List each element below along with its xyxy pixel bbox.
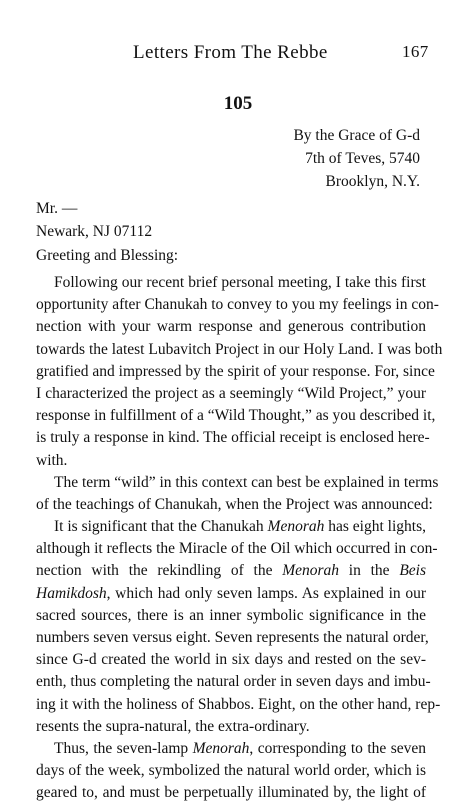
- body-line: [36, 738, 426, 760]
- recipient-name: Mr. —: [36, 200, 78, 217]
- body-line: [36, 583, 426, 605]
- text-run: nection with the rekindling of the: [36, 562, 283, 580]
- text-run: numbers seven versus eight. Seven represents the natural order,: [36, 629, 429, 646]
- body-line: [36, 671, 431, 693]
- text-run: sacred sources, there is an inner symbolic significance in the: [36, 606, 426, 624]
- body-line: [36, 383, 426, 405]
- body-line: [36, 316, 426, 338]
- italic-term: Hamikdosh: [36, 584, 107, 602]
- body-line: [36, 272, 426, 294]
- text-run: days of the week, symbolized the natural world order, which is: [36, 762, 426, 780]
- text-run: Following our recent brief personal meeting, I take this first: [54, 274, 426, 291]
- body-line: [36, 450, 426, 472]
- text-run: It is significant that the Chanukah: [54, 518, 268, 536]
- body-line: [36, 605, 426, 627]
- italic-term: Menorah: [267, 518, 325, 536]
- text-run: although it reflects the Miracle of the Oil which occurred in con-: [36, 540, 438, 558]
- body-line: [36, 472, 439, 494]
- text-run: of the teachings of Chanukah, when the Project was announced:: [36, 495, 433, 513]
- text-run: Thus, the seven-lamp: [54, 739, 193, 757]
- body-line: [36, 294, 439, 316]
- body-line: [36, 361, 435, 383]
- text-run: opportunity after Chanukah to convey to you my feelings in con-: [36, 296, 439, 314]
- text-run: ing it with the holiness of Shabbos. Eight, on the other hand, rep-: [36, 695, 441, 713]
- text-run: geared to, and must be perpetually illuminated by, the light of: [36, 784, 426, 802]
- book-title: Letters From The Rebbe: [133, 42, 328, 63]
- body-line: [36, 694, 441, 716]
- text-run: resents the supra-natural, the extra-ordinary.: [36, 717, 310, 735]
- text-run: , which had only seven lamps. As explained in our: [106, 584, 426, 602]
- letter-number: 105: [223, 93, 253, 114]
- text-run: I characterized the project as a seemingly “Wild Project,” your: [36, 384, 426, 402]
- text-run: response in fulfillment of a “Wild Thought,” as you described it,: [36, 407, 436, 425]
- recipient-address: Newark, NJ 07112: [36, 223, 153, 240]
- dateline-place: Brooklyn, N.Y.: [325, 173, 420, 190]
- text-run: enth, thus completing the natural order in seven days and imbu-: [36, 673, 431, 691]
- text-run: has eight lights,: [324, 518, 426, 536]
- text-run: The term “wild” in this context can best be explained in terms: [54, 473, 439, 491]
- text-run: is truly a response in kind. The official receipt is enclosed here-: [36, 429, 430, 447]
- body-line: [36, 339, 443, 361]
- text-run: gratified and impressed by the spirit of your response. For, since: [36, 362, 435, 380]
- body-line: [36, 538, 438, 560]
- salutation: Greeting and Blessing:: [36, 247, 179, 264]
- italic-term: Menorah: [192, 739, 250, 757]
- text-run: towards the latest Lubavitch Project in our Holy Land. I was both: [36, 340, 443, 358]
- page-number: 167: [402, 42, 429, 61]
- italic-term: Menorah: [282, 562, 340, 580]
- body-line: [36, 760, 426, 782]
- text-run: in the: [339, 562, 400, 580]
- italic-term: Beis: [399, 562, 426, 580]
- body-line: [36, 494, 433, 516]
- recipient-block: [36, 197, 152, 243]
- body-line: [36, 649, 426, 671]
- letter-body: [36, 272, 443, 805]
- body-line: [36, 716, 426, 738]
- dateline-date: 7th of Teves, 5740: [305, 150, 420, 167]
- body-line: [36, 427, 430, 449]
- body-line: [36, 516, 426, 538]
- body-line: [36, 560, 426, 582]
- body-line: [36, 627, 429, 649]
- dateline: [293, 124, 420, 193]
- dateline-blessing: By the Grace of G-d: [293, 127, 420, 144]
- body-line: [36, 405, 436, 427]
- text-run: , corresponding to the seven: [249, 739, 426, 757]
- text-run: since G-d created the world in six days and rested on the sev-: [36, 651, 426, 669]
- text-run: nection with your warm response and generous contribution: [36, 318, 426, 336]
- body-line: [36, 782, 426, 804]
- text-run: with.: [36, 451, 68, 469]
